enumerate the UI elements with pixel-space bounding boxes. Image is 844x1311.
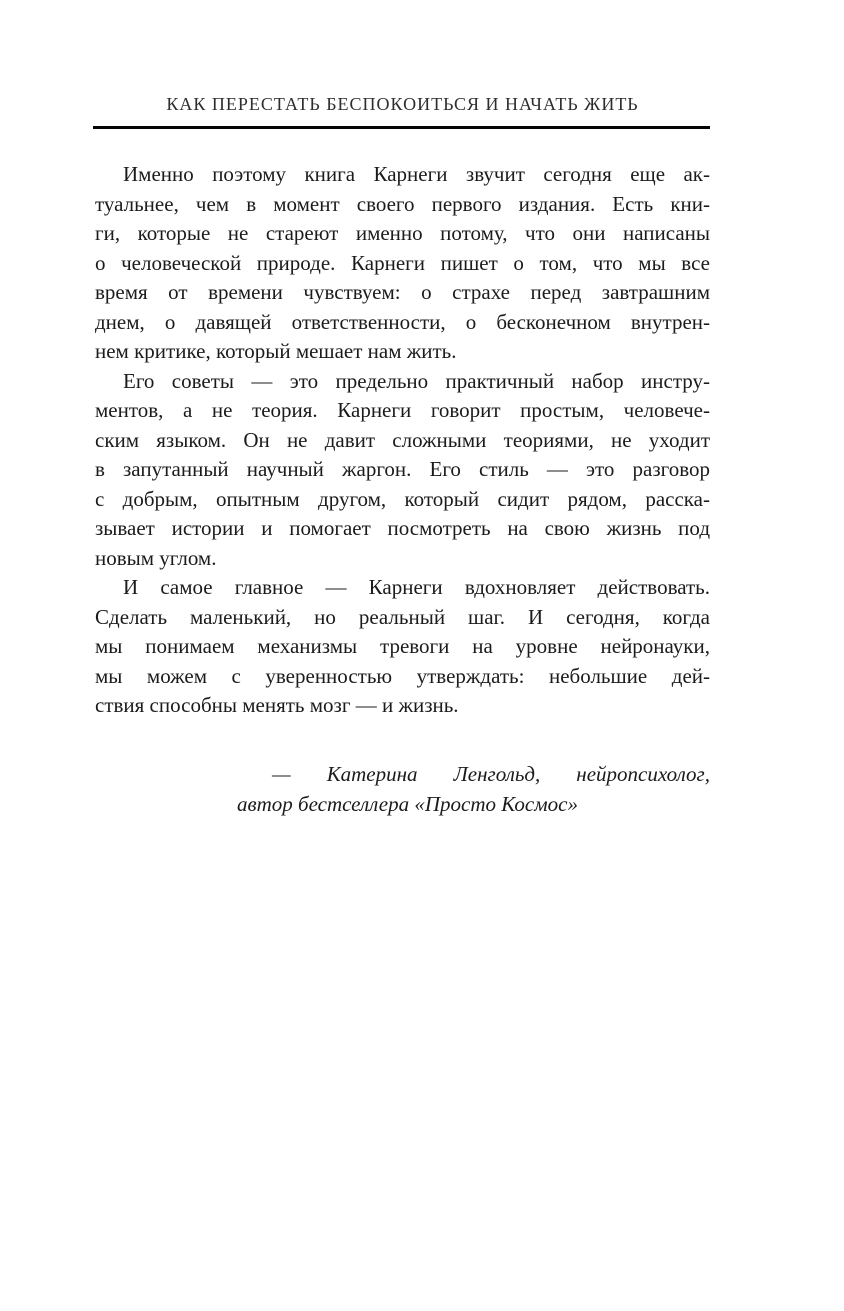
attribution: [237, 759, 710, 819]
attribution-line: автор бестселлера «Просто Космос»: [237, 791, 578, 816]
paragraph-2-line: Его советы — это предельно практичный набор инстру-: [123, 368, 710, 393]
paragraph-2-line: ским языком. Он не давит сложными теориями, не уходит: [95, 427, 710, 452]
paragraph-1-line: время от времени чувствуем: о страхе перед завтрашним: [95, 280, 710, 304]
paragraph-2-line: в запутанный научный жаргон. Его стиль — это разговор: [95, 457, 710, 481]
paragraph-2-line: ментов, а не теория. Карнеги говорит простым, человече-: [95, 398, 710, 422]
paragraph-1-line: ги, которые не стареют именно потому, что они написаны: [95, 221, 710, 245]
paragraph-2-line: новым углом.: [95, 545, 217, 570]
page-body: [95, 160, 710, 819]
paragraph-1-line: нем критике, который мешает нам жить.: [95, 339, 457, 363]
body-paragraphs: [95, 160, 710, 721]
paragraph-3-line: И самое главное — Карнеги вдохновляет действовать.: [123, 575, 710, 599]
paragraph-2: [95, 367, 710, 574]
paragraph-3-line: ствия способны менять мозг — и жизнь.: [95, 693, 459, 717]
header-rule: [93, 126, 710, 129]
paragraph-3-line: мы понимаем механизмы тревоги на уровне нейронауки,: [95, 634, 710, 658]
paragraph-1-line: туальнее, чем в момент своего первого издания. Есть кни-: [95, 191, 710, 216]
paragraph-3: [95, 573, 710, 721]
running-title: КАК ПЕРЕСТАТЬ БЕСПОКОИТЬСЯ И НАЧАТЬ ЖИТЬ: [166, 94, 639, 114]
paragraph-2-line: зывает истории и помогает посмотреть на свою жизнь под: [95, 516, 710, 540]
attribution-line: — Катерина Ленгольд, нейропсихолог,: [272, 761, 710, 786]
paragraph-3-line: Сделать маленький, но реальный шаг. И сегодня, когда: [95, 604, 710, 629]
paragraph-1-line: днем, о давящей ответственности, о бесконечном внутрен-: [95, 309, 710, 334]
paragraph-2-line: с добрым, опытным другом, который сидит рядом, расска-: [95, 486, 710, 511]
paragraph-3-line: мы можем с уверенностью утверждать: небольшие дей-: [95, 663, 710, 688]
paragraph-1: [95, 160, 710, 367]
paragraph-1-line: Именно поэтому книга Карнеги звучит сегодня еще ак-: [123, 162, 710, 186]
paragraph-1-line: о человеческой природе. Карнеги пишет о том, что мы все: [95, 250, 710, 275]
